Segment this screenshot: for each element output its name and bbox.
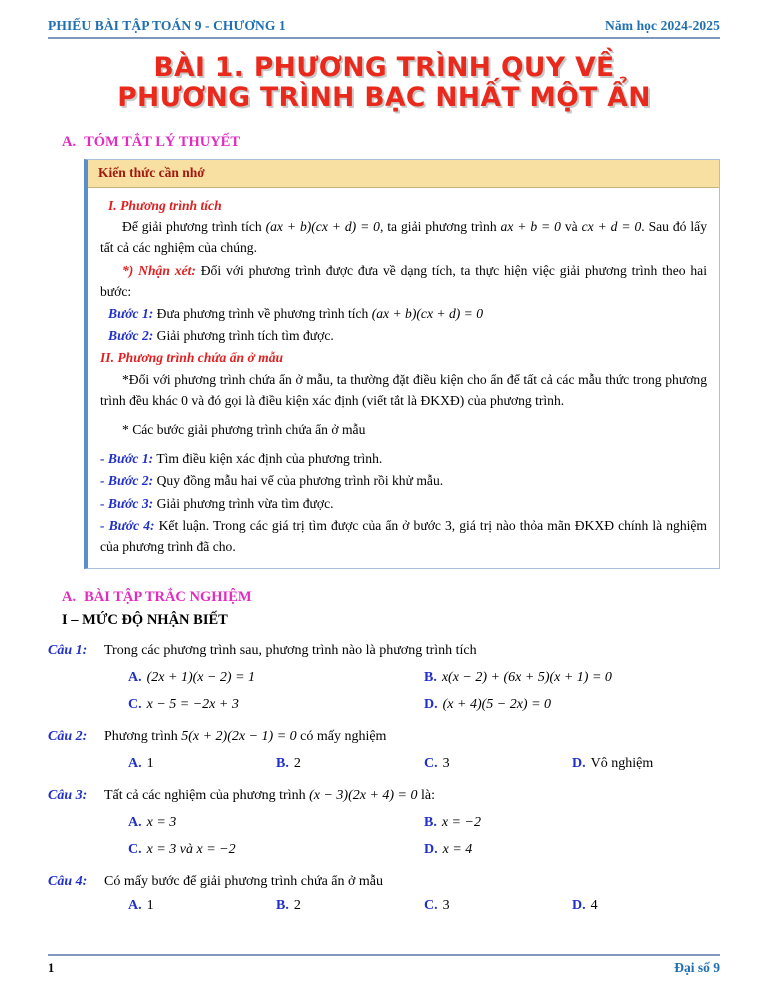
option-math: x = 4 bbox=[442, 842, 473, 858]
question-2-option-c[interactable] bbox=[424, 753, 572, 774]
theory-dashstep-3 bbox=[100, 493, 707, 514]
question-4-text: Có mấy bước để giải phương trình chứa ẩn ở mẫu bbox=[104, 874, 384, 890]
p1-math-1: (ax + b)(cx + d) = 0 bbox=[265, 219, 380, 235]
header-worksheet-title: PHIẾU BÀI TẬP TOÁN 9 - CHƯƠNG 1 bbox=[48, 18, 286, 33]
question-4-option-b[interactable] bbox=[276, 895, 424, 916]
theory-dashstep-2-label: - Bước 2: bbox=[100, 473, 154, 489]
section-exercise-label: BÀI TẬP TRẮC NGHIỆM bbox=[84, 589, 252, 606]
section-heading-exercise bbox=[48, 589, 720, 606]
section-theory-letter: A. bbox=[62, 133, 77, 150]
theory-dashstep-2-text: Quy đồng mẫu hai vế của phương trình rồi khử mẫu. bbox=[153, 473, 444, 489]
theory-dashstep-1-text: Tìm điều kiện xác định của phương trình. bbox=[153, 451, 383, 467]
question-3-option-c[interactable] bbox=[128, 839, 424, 860]
question-1-option-b[interactable] bbox=[424, 667, 720, 688]
question-3-options-row-2 bbox=[128, 839, 720, 860]
question-1-option-a[interactable] bbox=[128, 667, 424, 688]
footer-subject: Đại số 9 bbox=[674, 960, 720, 975]
question-2-text bbox=[104, 726, 720, 747]
option-letter: D. bbox=[572, 756, 586, 772]
theory-part1-paragraph bbox=[100, 216, 707, 258]
theory-note-text: Đối với phương trình được đưa về dạng tích, ta thực hiện việc giải phương trình theo hai bước: bbox=[100, 262, 707, 299]
option-math: 1 bbox=[146, 898, 154, 914]
question-2-math: 5(x + 2)(2x − 1) = 0 bbox=[181, 729, 297, 745]
theory-box-body bbox=[88, 188, 719, 568]
exercise-level-heading: I – MỨC ĐỘ NHẬN BIẾT bbox=[62, 612, 228, 629]
option-letter: A. bbox=[128, 756, 142, 772]
question-1 bbox=[48, 640, 720, 715]
question-2-text-a: Phương trình bbox=[104, 729, 182, 745]
option-math: 2 bbox=[293, 756, 301, 772]
option-letter: A. bbox=[128, 898, 142, 914]
p1-text-b: , ta giải phương trình bbox=[379, 219, 501, 235]
theory-step-2 bbox=[108, 325, 707, 346]
option-letter: C. bbox=[128, 697, 142, 713]
question-2-option-a[interactable] bbox=[128, 753, 276, 774]
option-letter: D. bbox=[572, 898, 586, 914]
theory-step-1-label: Bước 1: bbox=[108, 305, 154, 321]
section-theory-label: TÓM TẮT LÝ THUYẾT bbox=[84, 133, 241, 150]
question-3-option-d[interactable] bbox=[424, 839, 720, 860]
option-letter: B. bbox=[424, 670, 437, 686]
theory-dashstep-1 bbox=[100, 448, 707, 469]
header-school-year: Năm học 2024-2025 bbox=[605, 18, 720, 33]
question-2-text-b: có mấy nghiệm bbox=[296, 729, 387, 745]
question-4-label: Câu 4: bbox=[48, 874, 88, 890]
question-1-text: Trong các phương trình sau, phương trình nào là phương trình tích bbox=[104, 643, 477, 659]
theory-dashstep-4-label: - Bước 4: bbox=[100, 517, 155, 533]
question-3-label: Câu 3: bbox=[48, 788, 88, 804]
question-3 bbox=[48, 785, 720, 860]
question-2-option-b[interactable] bbox=[276, 753, 424, 774]
theory-step-1 bbox=[108, 303, 707, 324]
p1-math-2: ax + b = 0 bbox=[500, 219, 561, 235]
question-2-options-row-1 bbox=[128, 753, 720, 774]
question-1-label: Câu 1: bbox=[48, 643, 88, 659]
document-header bbox=[48, 0, 720, 34]
p1-math-3: cx + d = 0 bbox=[581, 219, 642, 235]
option-math: 4 bbox=[590, 898, 598, 914]
theory-part2-heading: II. Phương trình chứa ẩn ở mẫu bbox=[100, 350, 284, 366]
option-math: 1 bbox=[146, 756, 154, 772]
question-1-option-d[interactable] bbox=[424, 694, 720, 715]
option-math: x − 5 = −2x + 3 bbox=[146, 697, 239, 713]
theory-note-label: *) Nhận xét: bbox=[122, 262, 196, 278]
theory-dashstep-3-text: Giải phương trình vừa tìm được. bbox=[153, 495, 334, 511]
question-3-option-a[interactable] bbox=[128, 812, 424, 833]
question-3-text bbox=[104, 785, 720, 806]
theory-dashstep-2 bbox=[100, 470, 707, 491]
option-letter: B. bbox=[276, 756, 289, 772]
option-letter: C. bbox=[128, 842, 142, 858]
option-math: x = 3 và x = −2 bbox=[146, 842, 236, 858]
option-letter: B. bbox=[424, 815, 437, 831]
spacer-2 bbox=[100, 441, 707, 448]
spacer-1 bbox=[100, 412, 707, 419]
option-math: x(x − 2) + (6x + 5)(x + 1) = 0 bbox=[441, 670, 612, 686]
option-letter: D. bbox=[424, 842, 438, 858]
question-4-option-c[interactable] bbox=[424, 895, 572, 916]
document-footer bbox=[48, 954, 720, 976]
page-number: 1 bbox=[48, 961, 55, 975]
theory-dashstep-1-label: - Bước 1: bbox=[100, 451, 154, 467]
p1-text-a: Để giải phương trình tích bbox=[122, 219, 266, 235]
question-3-math: (x − 3)(2x + 4) = 0 bbox=[309, 788, 418, 804]
theory-step-1-math: (ax + b)(cx + d) = 0 bbox=[371, 305, 484, 321]
theory-note bbox=[100, 260, 707, 302]
theory-step-1-text: Đưa phương trình về phương trình tích bbox=[153, 305, 372, 321]
option-letter: C. bbox=[424, 756, 438, 772]
question-1-options-row-1 bbox=[128, 667, 720, 688]
theory-box-title: Kiến thức cần nhớ bbox=[88, 160, 719, 188]
question-2 bbox=[48, 726, 720, 774]
question-3-text-a: Tất cả các nghiệm của phương trình bbox=[104, 788, 310, 804]
option-math: (x + 4)(5 − 2x) = 0 bbox=[442, 697, 552, 713]
option-letter: C. bbox=[424, 898, 438, 914]
theory-part2-paragraph: *Đối với phương trình chứa ẩn ở mẫu, ta thường đặt điều kiện cho ẩn để tất cả các mẫu thức trong phương trình đều khác 0 và đó gọi là điều kiện xác định (viết tắt là ĐKXĐ) của phương trình. bbox=[100, 371, 707, 408]
theory-dashstep-4-text: Kết luận. Trong các giá trị tìm được của ẩn ở bước 3, giá trị nào thỏa mãn ĐKXĐ chính là nghiệm của phương trình đã cho. bbox=[100, 517, 708, 554]
option-math: x = 3 bbox=[146, 815, 177, 831]
question-4 bbox=[48, 871, 720, 916]
theory-part1-heading: I. Phương trình tích bbox=[108, 197, 222, 213]
question-3-text-b: là: bbox=[417, 788, 435, 804]
section-exercise-letter: A. bbox=[62, 589, 77, 606]
question-1-option-c[interactable] bbox=[128, 694, 424, 715]
theory-dashstep-3-label: - Bước 3: bbox=[100, 495, 154, 511]
theory-dashstep-4 bbox=[100, 515, 707, 557]
option-math: (2x + 1)(x − 2) = 1 bbox=[146, 670, 256, 686]
option-letter: A. bbox=[128, 815, 142, 831]
page-title-line-1: BÀI 1. PHƯƠNG TRÌNH QUY VỀ bbox=[153, 52, 615, 83]
option-letter: A. bbox=[128, 670, 142, 686]
option-math: 3 bbox=[442, 898, 450, 914]
header-divider bbox=[48, 37, 720, 39]
page-title-line-2: PHƯƠNG TRÌNH BẠC NHẤT MỘT ẨN bbox=[117, 82, 651, 114]
p1-text-d: . Sau đó lấy tất cả các nghiệm của chúng. bbox=[100, 219, 707, 256]
theory-step-2-label: Bước 2: bbox=[108, 328, 154, 344]
theory-step-2-text: Giải phương trình tích tìm được. bbox=[153, 328, 334, 344]
page-title bbox=[48, 53, 720, 114]
question-4-option-d[interactable] bbox=[572, 895, 720, 916]
option-letter: D. bbox=[424, 697, 438, 713]
p1-text-c: và bbox=[560, 219, 582, 235]
question-2-label: Câu 2: bbox=[48, 729, 88, 745]
question-3-option-b[interactable] bbox=[424, 812, 720, 833]
option-math: 2 bbox=[293, 898, 301, 914]
section-heading-theory bbox=[48, 134, 720, 151]
option-math: x = −2 bbox=[441, 815, 481, 831]
theory-box bbox=[84, 159, 720, 569]
question-1-options-row-2 bbox=[128, 694, 720, 715]
option-letter: B. bbox=[276, 898, 289, 914]
question-4-options-row-1 bbox=[128, 895, 720, 916]
option-math: Vô nghiệm bbox=[590, 756, 654, 772]
theory-part2-substeps-title: * Các bước giải phương trình chứa ẩn ở mẫu bbox=[122, 421, 366, 437]
option-math: 3 bbox=[442, 756, 450, 772]
question-3-options-row-1 bbox=[128, 812, 720, 833]
question-4-option-a[interactable] bbox=[128, 895, 276, 916]
question-2-option-d[interactable] bbox=[572, 753, 720, 774]
